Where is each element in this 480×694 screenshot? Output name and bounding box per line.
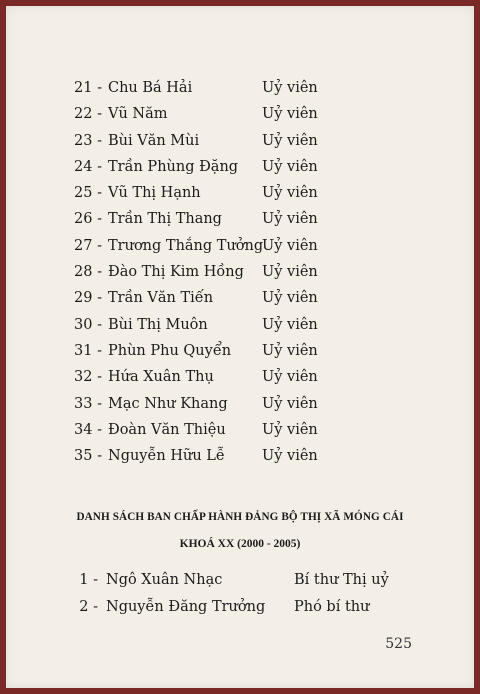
leader-num: 1 - bbox=[79, 572, 98, 588]
book-page bbox=[6, 6, 474, 688]
member-role: Uỷ viên bbox=[262, 369, 318, 386]
member-num: 33 - bbox=[74, 395, 102, 412]
member-row bbox=[6, 211, 474, 237]
section-heading: DANH SÁCH BAN CHẤP HÀNH ĐẢNG BỘ THỊ XÃ MÓNG CÁI bbox=[76, 511, 404, 523]
member-num: 24 - bbox=[74, 158, 102, 175]
member-num: 26 - bbox=[74, 211, 102, 228]
section-subheading: KHOÁ XX (2000 - 2005) bbox=[179, 538, 301, 550]
member-role: Uỷ viên bbox=[262, 342, 318, 359]
member-role: Uỷ viên bbox=[262, 106, 318, 123]
member-name: Trần Văn Tiến bbox=[108, 290, 214, 307]
member-name: Trần Thị Thang bbox=[108, 211, 222, 228]
member-num: 29 - bbox=[74, 290, 102, 307]
member-name: Vũ Thị Hạnh bbox=[108, 185, 201, 202]
member-num: 31 - bbox=[74, 342, 102, 359]
member-row bbox=[6, 238, 474, 264]
member-role: Uỷ viên bbox=[262, 211, 318, 228]
member-row bbox=[6, 448, 474, 474]
leader-row bbox=[6, 599, 474, 626]
leader-name: Ngô Xuân Nhạc bbox=[106, 572, 223, 588]
member-num: 32 - bbox=[74, 369, 102, 386]
member-row bbox=[6, 343, 474, 369]
member-num: 35 - bbox=[74, 448, 102, 465]
member-row bbox=[6, 106, 474, 132]
member-row bbox=[6, 264, 474, 290]
member-name: Hứa Xuân Thụ bbox=[108, 369, 214, 386]
member-name: Vũ Năm bbox=[108, 106, 168, 123]
member-num: 27 - bbox=[74, 237, 102, 254]
member-role: Uỷ viên bbox=[262, 448, 318, 465]
member-role: Uỷ viên bbox=[262, 316, 318, 333]
member-row bbox=[6, 290, 474, 316]
member-num: 30 - bbox=[74, 316, 102, 333]
member-role: Uỷ viên bbox=[262, 290, 318, 307]
member-role: Uỷ viên bbox=[262, 80, 318, 96]
leader-name: Nguyễn Đăng Trưởng bbox=[106, 599, 266, 615]
leader-role: Phó bí thư bbox=[294, 599, 370, 615]
member-name: Mạc Như Khang bbox=[108, 395, 228, 412]
member-name: Trương Thắng Tưởng bbox=[108, 237, 264, 254]
member-row bbox=[6, 317, 474, 343]
member-role: Uỷ viên bbox=[262, 421, 318, 438]
member-num: 21 - bbox=[74, 80, 102, 96]
member-row bbox=[6, 159, 474, 185]
member-row bbox=[6, 80, 474, 106]
member-row bbox=[6, 369, 474, 395]
member-name: Đào Thị Kim Hồng bbox=[108, 264, 244, 281]
leader-list bbox=[6, 572, 474, 626]
page-number: 525 bbox=[385, 636, 412, 652]
member-row bbox=[6, 185, 474, 211]
member-num: 23 - bbox=[74, 132, 102, 149]
member-name: Bùi Thị Muôn bbox=[108, 316, 208, 333]
member-name: Chu Bá Hải bbox=[108, 80, 193, 96]
member-num: 25 - bbox=[74, 185, 102, 202]
member-role: Uỷ viên bbox=[262, 158, 318, 175]
member-name: Trần Phùng Đặng bbox=[108, 158, 239, 175]
member-row bbox=[6, 422, 474, 448]
member-row bbox=[6, 133, 474, 159]
leader-row bbox=[6, 572, 474, 599]
member-num: 34 - bbox=[74, 421, 102, 438]
member-num: 28 - bbox=[74, 264, 102, 281]
member-role: Uỷ viên bbox=[262, 395, 318, 412]
member-row bbox=[6, 396, 474, 422]
member-list bbox=[6, 80, 474, 474]
member-role: Uỷ viên bbox=[262, 185, 318, 202]
member-num: 22 - bbox=[74, 106, 102, 123]
leader-role: Bí thư Thị uỷ bbox=[294, 572, 389, 588]
leader-num: 2 - bbox=[79, 599, 98, 615]
member-name: Đoàn Văn Thiệu bbox=[108, 421, 226, 438]
member-role: Uỷ viên bbox=[262, 237, 318, 254]
member-name: Phùn Phu Quyển bbox=[108, 342, 232, 359]
member-role: Uỷ viên bbox=[262, 132, 318, 149]
member-name: Bùi Văn Mùi bbox=[108, 132, 200, 149]
member-role: Uỷ viên bbox=[262, 264, 318, 281]
member-name: Nguyễn Hữu Lễ bbox=[108, 448, 225, 465]
